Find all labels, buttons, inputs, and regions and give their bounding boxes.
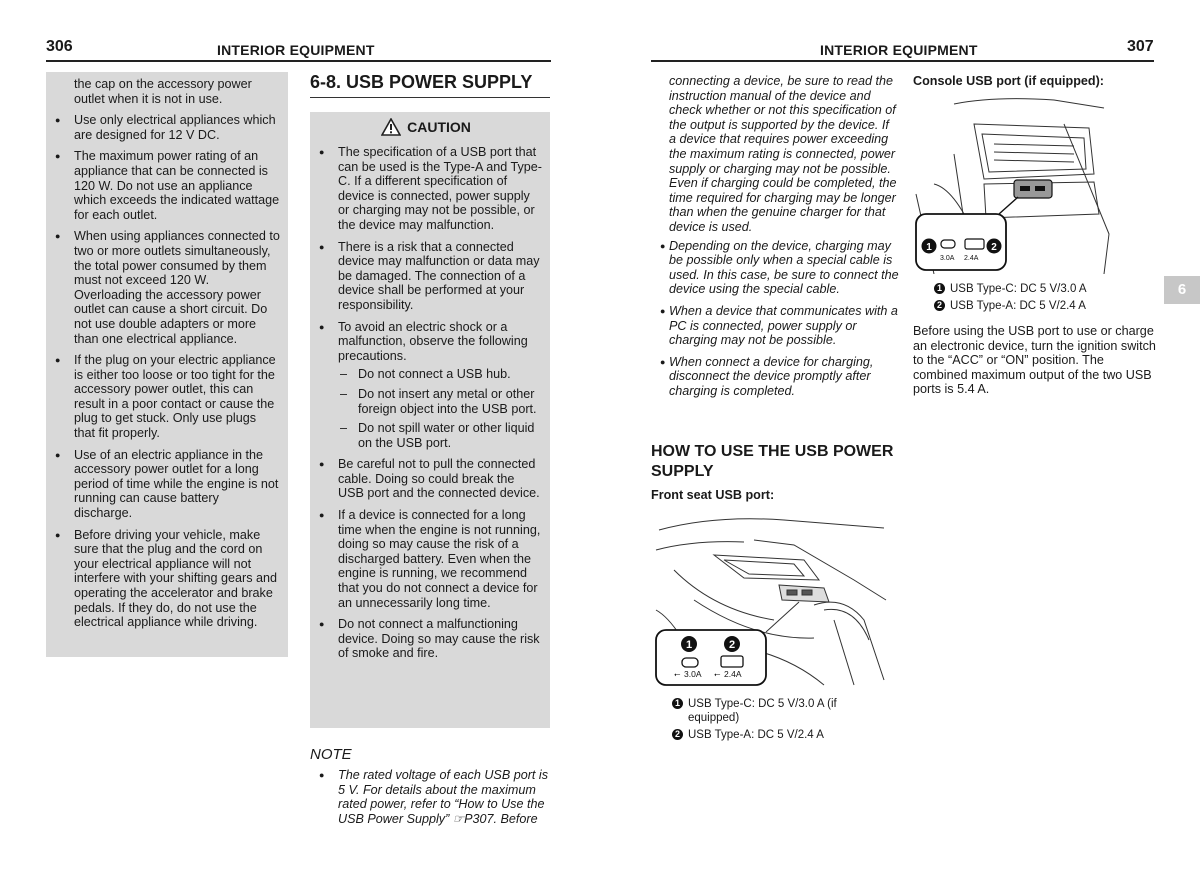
warning-intro: the cap on the accessory power outlet when it is not in use. — [74, 77, 252, 106]
front-fig-label1: 3.0A — [684, 669, 702, 679]
page-number-left: 306 — [46, 38, 73, 55]
front-usb-subtitle: Front seat USB port: — [651, 488, 775, 502]
list-item: ● There is a risk that a connected device may malfunction or data may be damaged. The connection of a device shall be performed at your responsibility. — [310, 240, 542, 313]
caution-title: CAUTION — [407, 119, 471, 135]
front-fig-label2: 2.4A — [724, 669, 742, 679]
note-continued — [651, 74, 899, 405]
caption-text: USB Type-A: DC 5 V/2.4 A — [688, 729, 824, 741]
list-item: ● When using appliances connected to two or more outlets simultaneously, the total power consumed by them must not exceed 120 W. Overloading the accessory power outlet can cause a short circuit. Do not use double adapters or more than one electrical appliance. — [46, 229, 280, 346]
caption-number: 1 — [672, 698, 683, 709]
caption-text: USB Type-C: DC 5 V/3.0 A (if equipped) — [688, 698, 837, 724]
front-usb-illustration — [654, 510, 888, 688]
header-left: INTERIOR EQUIPMENT — [217, 42, 375, 58]
console-fig-num2: 2 — [991, 242, 997, 253]
front-usb-figure — [654, 510, 888, 688]
console-usb-figure — [914, 94, 1110, 274]
precaution-list — [310, 367, 542, 450]
list-item: ● Be careful not to pull the connected cable. Doing so could break the USB port and the connected device. — [310, 457, 542, 501]
caption-row — [672, 697, 882, 725]
note-item: ● When connect a device for charging, disconnect the device promptly after charging is completed. — [651, 355, 899, 399]
list-item: ● Use of an electric appliance in the accessory power outlet for a long period of time while the engine is not running can cause battery discharge. — [46, 448, 280, 521]
note-box — [310, 768, 552, 833]
console-usb-subtitle: Console USB port (if equipped): — [913, 74, 1104, 88]
caption-text: USB Type-C: DC 5 V/3.0 A — [950, 283, 1087, 295]
chapter-tab[interactable]: 6 — [1164, 276, 1200, 304]
list-item: ● The maximum power rating of an appliance that can be connected is 120 W. Do not use an appliance which exceeds the indicated wattage for each outlet. — [46, 149, 280, 222]
how-to-heading: HOW TO USE THE USB POWER SUPPLY — [651, 443, 894, 480]
caption-row — [934, 299, 1154, 313]
warning-list — [46, 113, 280, 630]
accessory-warning-box — [46, 72, 288, 657]
console-fig-num1: 1 — [926, 242, 932, 253]
precaution-item: – Do not insert any metal or other foreign object into the USB port. — [310, 387, 542, 416]
caption-row — [934, 282, 1154, 296]
precaution-item: – Do not spill water or other liquid on the USB port. — [310, 421, 542, 450]
warning-triangle-icon — [381, 118, 401, 136]
front-fig-num1: 1 — [685, 639, 693, 651]
section-title: 6-8. USB POWER SUPPLY — [310, 72, 550, 98]
note-item: ● The rated voltage of each USB port is 5 V. For details about the maximum rated power, refer to “How to Use the USB Power Supply” ☞P307. Before — [310, 768, 552, 826]
precaution-item: – Do not connect a USB hub. — [310, 367, 542, 382]
caution-header — [310, 112, 542, 145]
note-continued-text: connecting a device, be sure to read the instruction manual of the device and check whether or not this specification of the output is supported by the device. If a device that requires power exceeding the maximum rating is connected, power supply or charging may not be possible. Even if charging could be completed, the time required for charging may be longer than when the genuine charger for that device is used. — [669, 74, 897, 234]
header-rule-left — [46, 60, 551, 62]
caption-number: 1 — [934, 283, 945, 294]
header-right: INTERIOR EQUIPMENT — [820, 42, 978, 58]
list-item-text: To avoid an electric shock or a malfunction, observe the following precautions. — [338, 319, 528, 363]
caution-list — [310, 145, 542, 661]
front-fig-num2: 2 — [728, 639, 736, 651]
page-number-right: 307 — [1127, 38, 1154, 55]
caution-box — [310, 112, 550, 728]
note-title: NOTE — [310, 746, 352, 763]
caption-text: USB Type-A: DC 5 V/2.4 A — [950, 300, 1086, 312]
svg-text:⭠: ⭠ — [674, 670, 681, 679]
note-item: ● Depending on the device, charging may be possible only when a special cable is used. In this case, be sure to connect the device using the special cable. — [651, 239, 899, 297]
svg-text:⭠: ⭠ — [714, 670, 721, 679]
list-item: ● If a device is connected for a long time when the engine is not running, doing so may cause the risk of a discharged battery. Even when the engine is running, we recommend that you do not connect a device for an unnecessarily long time. — [310, 508, 542, 610]
console-usb-captions — [934, 282, 1154, 316]
list-item — [310, 320, 542, 451]
list-item: ● Use only electrical appliances which are designed for 12 V DC. — [46, 113, 280, 142]
list-item: ● The specification of a USB port that can be used is the Type-A and Type-C. If a different specification of device is connected, power supply or charging may not be possible, or the device may malfunction. — [310, 145, 542, 233]
list-item: ● Before driving your vehicle, make sure that the plug and the cord on your electrical appliance will not interfere with your shifting gears and operating the accelerator and brake pedals. If they do, do not use the electrical appliance while driving. — [46, 528, 280, 630]
caption-number: 2 — [672, 729, 683, 740]
note-item: ● When a device that communicates with a PC is connected, power supply or charging may not be possible. — [651, 304, 899, 348]
front-usb-captions — [672, 697, 882, 745]
console-paragraph: Before using the USB port to use or charge an electronic device, turn the ignition switch to the “ACC” or “ON” position. The combined maximum output of the two USB ports is 5.4 A. — [913, 324, 1156, 397]
list-item: ● Do not connect a malfunctioning device. Doing so may cause the risk of smoke and fire. — [310, 617, 542, 661]
header-rule-right — [651, 60, 1154, 62]
caption-number: 2 — [934, 300, 945, 311]
console-fig-label1: 3.0A — [940, 255, 955, 262]
caption-row — [672, 728, 882, 742]
console-fig-label2: 2.4A — [964, 255, 979, 262]
list-item: ● If the plug on your electric appliance is either too loose or too tight for the accessory power outlet, this can result in a poor contact or cause the plug to get stuck. Only use plugs that fit properly. — [46, 353, 280, 441]
console-usb-illustration — [914, 94, 1110, 274]
